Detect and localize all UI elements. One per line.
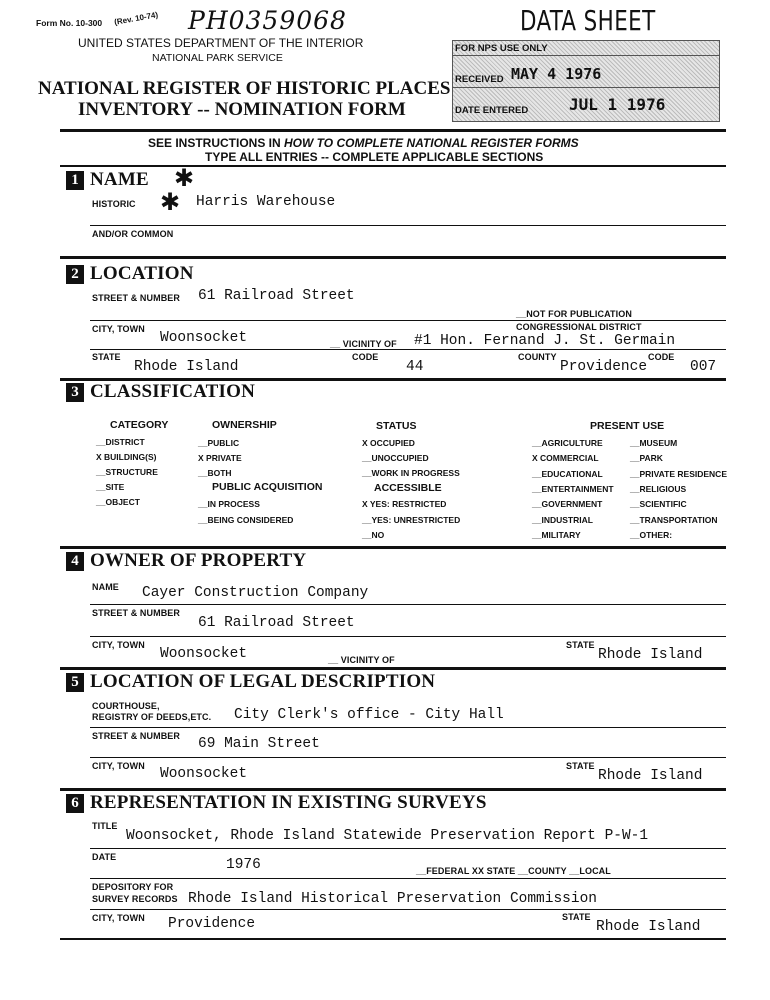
owner-vicinity-label: __ VICINITY OF bbox=[328, 655, 395, 665]
public-acquisition-heading: PUBLIC ACQUISITION bbox=[212, 481, 323, 493]
category-option: __OBJECT bbox=[96, 497, 140, 507]
survey-date-line bbox=[90, 878, 726, 879]
courthouse-value: City Clerk's office - City Hall bbox=[234, 707, 504, 723]
present-use-option: __GOVERNMENT bbox=[532, 499, 603, 509]
common-name-label: AND/OR COMMON bbox=[92, 229, 174, 239]
present-use-option: __PARK bbox=[630, 453, 663, 463]
state-label: STATE bbox=[92, 352, 121, 362]
section-5-number: 5 bbox=[66, 673, 84, 692]
state-value: Rhode Island bbox=[134, 359, 239, 375]
depository-label: DEPOSITORY FOR bbox=[92, 882, 174, 892]
vicinity-of-label: __ VICINITY OF bbox=[330, 339, 397, 349]
state-code-label: CODE bbox=[352, 352, 379, 362]
present-use-heading: PRESENT USE bbox=[590, 420, 665, 432]
section-3-bottom-rule bbox=[60, 546, 726, 549]
category-heading: CATEGORY bbox=[110, 419, 169, 431]
county-code-label: CODE bbox=[648, 352, 675, 362]
street-row-line bbox=[90, 320, 726, 321]
present-use-option: __PRIVATE RESIDENCE bbox=[630, 469, 727, 479]
section-3-number: 3 bbox=[66, 383, 84, 402]
data-sheet-label: DATA SHEET bbox=[520, 4, 656, 37]
section-2-title: LOCATION bbox=[90, 263, 194, 284]
service-name: NATIONAL PARK SERVICE bbox=[152, 52, 283, 64]
owner-street-value: 61 Railroad Street bbox=[198, 615, 355, 631]
acquisition-option: __IN PROCESS bbox=[198, 499, 260, 509]
form-revision: (Rev. 10-74) bbox=[113, 10, 159, 27]
section-1-number: 1 bbox=[66, 171, 84, 190]
section-4-number: 4 bbox=[66, 552, 84, 571]
handwritten-reference-id: PH0359068 bbox=[188, 6, 347, 35]
present-use-option: X COMMERCIAL bbox=[532, 453, 599, 463]
accessible-option: __YES: UNRESTRICTED bbox=[362, 515, 461, 525]
ownership-option: __PUBLIC bbox=[198, 438, 240, 448]
depository-line bbox=[90, 909, 726, 910]
form-bottom-rule bbox=[60, 938, 726, 940]
street-value: 61 Railroad Street bbox=[198, 288, 355, 304]
section-4-bottom-rule bbox=[60, 667, 726, 670]
present-use-option: __RELIGIOUS bbox=[630, 484, 687, 494]
status-heading: STATUS bbox=[376, 420, 417, 432]
category-option: __STRUCTURE bbox=[96, 467, 158, 477]
form-title-line2: INVENTORY -- NOMINATION FORM bbox=[78, 99, 406, 120]
section-6-title: REPRESENTATION IN EXISTING SURVEYS bbox=[90, 792, 487, 813]
survey-state-value: Rhode Island bbox=[596, 919, 701, 935]
handwritten-star-mark: ✱ bbox=[174, 164, 195, 192]
ownership-option: X PRIVATE bbox=[198, 453, 242, 463]
department-name: UNITED STATES DEPARTMENT OF THE INTERIOR bbox=[78, 36, 364, 50]
county-label: COUNTY bbox=[518, 352, 557, 362]
handwritten-star-mark: ✱ bbox=[160, 188, 181, 216]
registry-label: REGISTRY OF DEEDS,ETC. bbox=[92, 712, 212, 722]
county-code-value: 007 bbox=[690, 359, 717, 375]
section-5-title: LOCATION OF LEGAL DESCRIPTION bbox=[90, 671, 436, 692]
section-1-title: NAME bbox=[90, 169, 149, 190]
present-use-option: __EDUCATIONAL bbox=[532, 469, 603, 479]
form-number: Form No. 10-300 bbox=[36, 18, 103, 28]
nps-use-label: FOR NPS USE ONLY bbox=[455, 43, 548, 54]
accessible-option: X YES: RESTRICTED bbox=[362, 499, 447, 509]
owner-name-label: NAME bbox=[92, 582, 119, 592]
city-town-label: CITY, TOWN bbox=[92, 324, 145, 334]
not-for-publication: __NOT FOR PUBLICATION bbox=[516, 309, 632, 319]
section-6-number: 6 bbox=[66, 794, 84, 813]
legal-city-label: CITY, TOWN bbox=[92, 761, 145, 771]
city-row-line bbox=[90, 349, 726, 350]
survey-state-label: STATE bbox=[562, 912, 591, 922]
present-use-option: __MUSEUM bbox=[630, 438, 678, 448]
accessible-option: __NO bbox=[362, 530, 385, 540]
section-5-bottom-rule bbox=[60, 788, 726, 791]
date-entered-stamp: JUL 1 1976 bbox=[569, 95, 666, 114]
category-option: __SITE bbox=[96, 482, 125, 492]
survey-date-value: 1976 bbox=[226, 857, 261, 873]
courthouse-label: COURTHOUSE, bbox=[92, 701, 160, 711]
street-number-label: STREET & NUMBER bbox=[92, 293, 181, 303]
present-use-option: __ENTERTAINMENT bbox=[532, 484, 614, 494]
historic-name-value: Harris Warehouse bbox=[196, 194, 336, 210]
owner-street-label: STREET & NUMBER bbox=[92, 608, 181, 618]
received-date-stamp: MAY 4 1976 bbox=[511, 65, 602, 83]
owner-city-value: Woonsocket bbox=[160, 646, 248, 662]
owner-state-value: Rhode Island bbox=[598, 647, 703, 663]
legal-street-label: STREET & NUMBER bbox=[92, 731, 181, 741]
legal-state-label: STATE bbox=[566, 761, 595, 771]
owner-street-line bbox=[90, 636, 726, 637]
present-use-option: __SCIENTIFIC bbox=[630, 499, 687, 509]
legal-street-value: 69 Main Street bbox=[198, 736, 320, 752]
section-3-title: CLASSIFICATION bbox=[90, 381, 256, 402]
historic-label: HISTORIC bbox=[92, 199, 136, 209]
survey-date-label: DATE bbox=[92, 852, 117, 862]
received-label: RECEIVED bbox=[455, 74, 504, 85]
owner-name-value: Cayer Construction Company bbox=[142, 585, 369, 601]
congressional-district-label: CONGRESSIONAL DISTRICT bbox=[516, 322, 642, 332]
owner-city-label: CITY, TOWN bbox=[92, 640, 145, 650]
legal-city-value: Woonsocket bbox=[160, 766, 248, 782]
ownership-heading: OWNERSHIP bbox=[212, 419, 277, 431]
legal-street-line bbox=[90, 757, 726, 758]
present-use-option: __TRANSPORTATION bbox=[630, 515, 718, 525]
instructions-line1: SEE INSTRUCTIONS IN HOW TO COMPLETE NATIONAL REGISTER FORMS bbox=[148, 136, 579, 150]
name-row-line bbox=[90, 225, 726, 226]
status-option: __WORK IN PROGRESS bbox=[362, 468, 460, 478]
header-divider bbox=[60, 129, 726, 132]
section-2-number: 2 bbox=[66, 265, 84, 284]
status-option: X OCCUPIED bbox=[362, 438, 415, 448]
survey-city-label: CITY, TOWN bbox=[92, 913, 145, 923]
survey-title-line bbox=[90, 848, 726, 849]
ownership-option: __BOTH bbox=[198, 468, 232, 478]
present-use-option: __OTHER: bbox=[630, 530, 673, 540]
state-code-value: 44 bbox=[406, 359, 424, 375]
survey-title-value: Woonsocket, Rhode Island Statewide Preservation Report P-W-1 bbox=[126, 828, 649, 844]
present-use-option: __INDUSTRIAL bbox=[532, 515, 593, 525]
survey-records-label: SURVEY RECORDS bbox=[92, 894, 178, 904]
owner-state-label: STATE bbox=[566, 640, 595, 650]
section-1-bottom-rule bbox=[60, 256, 726, 259]
depository-value: Rhode Island Historical Preservation Commission bbox=[188, 891, 597, 907]
survey-title-label: TITLE bbox=[92, 821, 118, 831]
present-use-option: __AGRICULTURE bbox=[532, 438, 603, 448]
congressional-district-value: #1 Hon. Fernand J. St. Germain bbox=[414, 333, 676, 349]
accessible-heading: ACCESSIBLE bbox=[374, 482, 442, 494]
form-title-line1: NATIONAL REGISTER OF HISTORIC PLACES bbox=[38, 78, 451, 99]
survey-level: __FEDERAL XX STATE __COUNTY __LOCAL bbox=[416, 866, 611, 876]
owner-name-line bbox=[90, 604, 726, 605]
courthouse-line bbox=[90, 727, 726, 728]
instructions-divider bbox=[60, 165, 726, 167]
county-value: Providence bbox=[560, 359, 648, 375]
city-value: Woonsocket bbox=[160, 330, 248, 346]
section-4-title: OWNER OF PROPERTY bbox=[90, 550, 307, 571]
date-entered-label: DATE ENTERED bbox=[455, 105, 529, 116]
category-option: X BUILDING(S) bbox=[96, 452, 157, 462]
instructions-line2: TYPE ALL ENTRIES -- COMPLETE APPLICABLE SECTIONS bbox=[205, 150, 544, 164]
acquisition-option: __BEING CONSIDERED bbox=[198, 515, 294, 525]
present-use-option: __MILITARY bbox=[532, 530, 581, 540]
category-option: __DISTRICT bbox=[96, 437, 145, 447]
status-option: __UNOCCUPIED bbox=[362, 453, 429, 463]
survey-city-value: Providence bbox=[168, 916, 256, 932]
nps-use-box bbox=[452, 40, 720, 122]
legal-state-value: Rhode Island bbox=[598, 768, 703, 784]
